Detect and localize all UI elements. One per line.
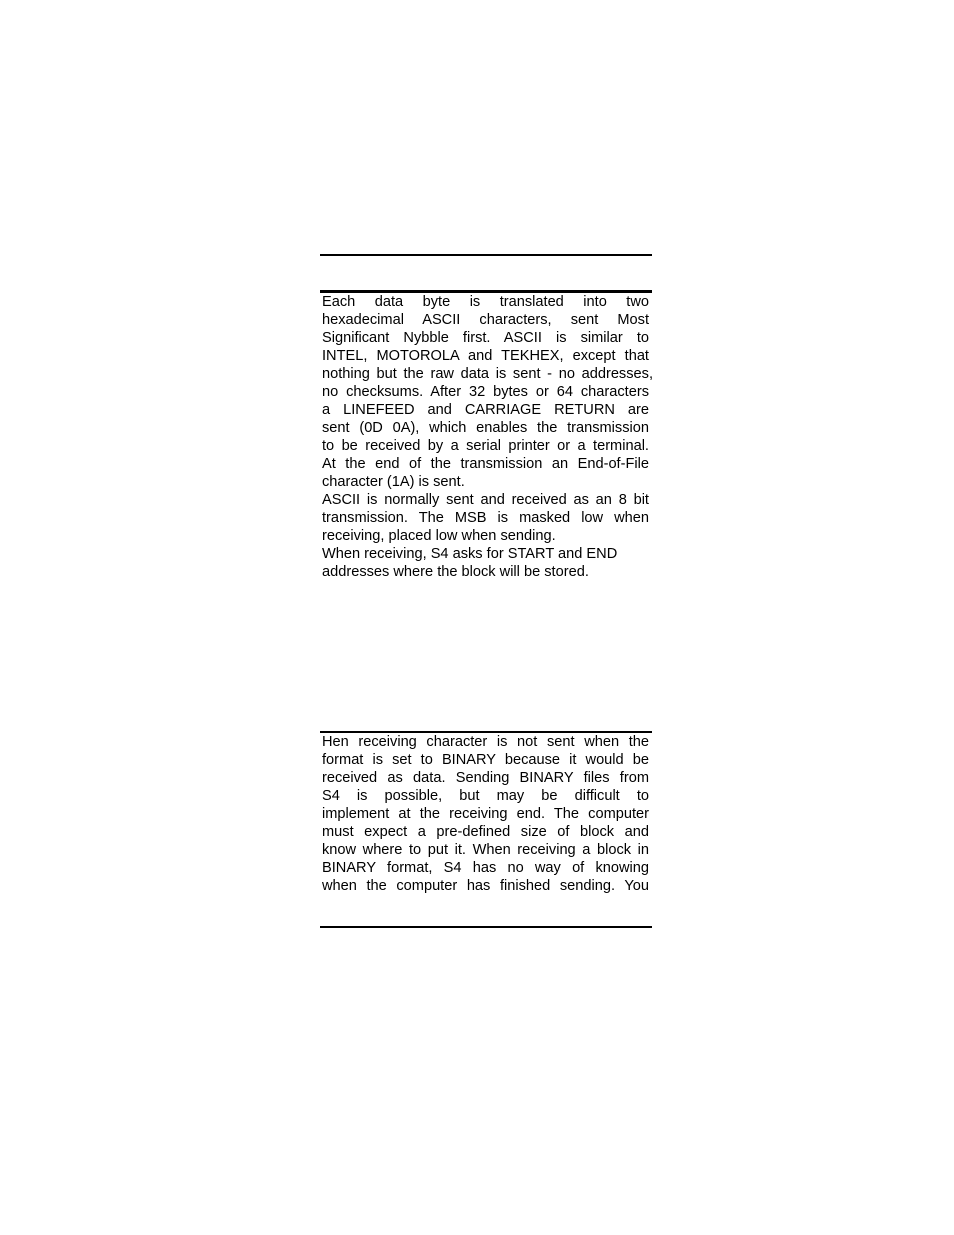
text-line: to be received by a serial printer or a terminal. [322, 438, 649, 454]
binary-format-section [322, 733, 649, 895]
text-line: must expect a pre-defined size of block and [322, 824, 649, 840]
text-line: BINARY format, S4 has no way of knowing [322, 860, 649, 876]
text-line: nothing but the raw data is sent - no addresses, [322, 366, 653, 382]
text-line: Significant Nybble first. ASCII is similar to [322, 330, 649, 346]
text-line: sent (0D 0A), which enables the transmission [322, 420, 649, 436]
text-line: implement at the receiving end. The computer [322, 806, 649, 822]
text-line: ASCII is normally sent and received as an 8 bit [322, 492, 649, 508]
text-line: transmission. The MSB is masked low when [322, 510, 649, 526]
text-line: a LINEFEED and CARRIAGE RETURN are [322, 402, 649, 418]
text-line: At the end of the transmission an End-of-File [322, 456, 649, 472]
text-line: addresses where the block will be stored. [322, 564, 589, 580]
text-line: receiving, placed low when sending. [322, 528, 556, 544]
text-line: Hen receiving character is not sent when the [322, 734, 649, 750]
text-line: no checksums. After 32 bytes or 64 characters [322, 384, 649, 400]
ascii-format-section [322, 293, 653, 581]
text-line: S4 is possible, but may be difficult to [322, 788, 649, 804]
text-line: Each data byte is translated into two [322, 294, 649, 310]
text-line: character (1A) is sent. [322, 474, 465, 490]
text-line: know where to put it. When receiving a block in [322, 842, 649, 858]
binary-description-paragraph [322, 733, 649, 895]
ascii-transmission-paragraph [322, 491, 649, 545]
ascii-description-paragraph [322, 293, 653, 491]
text-line: format is set to BINARY because it would be [322, 752, 649, 768]
ascii-receiving-paragraph [322, 545, 649, 581]
text-line: received as data. Sending BINARY files from [322, 770, 649, 786]
text-line: INTEL, MOTOROLA and TEKHEX, except that [322, 348, 649, 364]
text-line: hexadecimal ASCII characters, sent Most [322, 312, 649, 328]
text-line: when the computer has finished sending. You [322, 878, 649, 894]
text-line: When receiving, S4 asks for START and END [322, 546, 618, 562]
header-rule-top [320, 254, 652, 256]
footer-rule [320, 926, 652, 928]
